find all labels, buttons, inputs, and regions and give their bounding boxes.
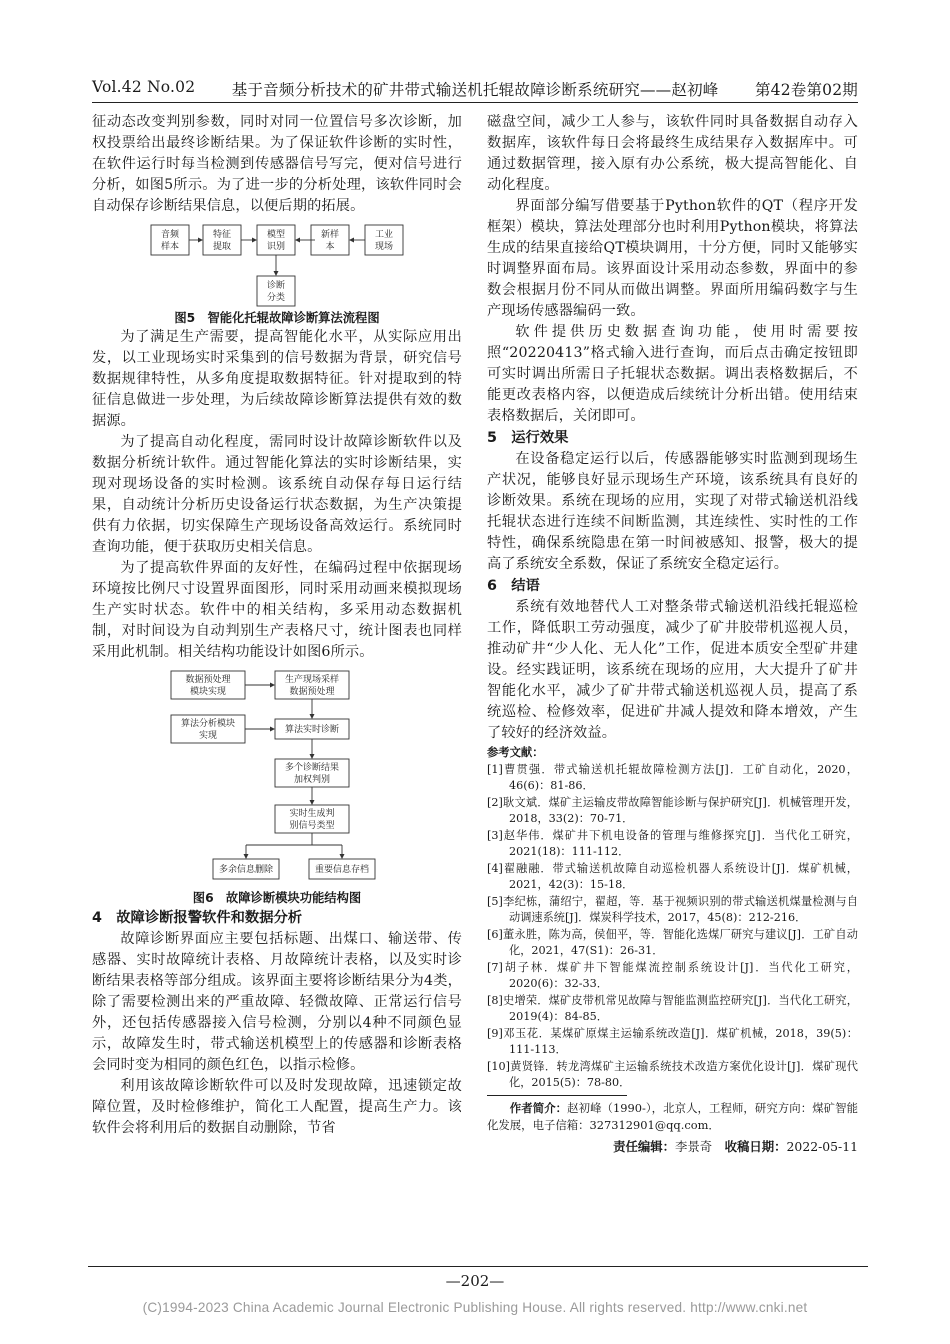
running-header bbox=[92, 78, 858, 100]
svg-text:模型: 模型 bbox=[266, 230, 286, 240]
fig6-box-realtime-diagnosis bbox=[275, 719, 349, 739]
svg-text:样本: 样本 bbox=[160, 242, 180, 252]
paragraph: 界面部分编写借要基于Python软件的QT（程序开发框架）模块，算法处理部分也时利用Python模块，将算法生成的结果直接给QT模块调用，十分方便，同时又能够实时调整界面布局。该界面设计采用动态参数，界面中的参数会根据月份不同从而做出调整。界面所用编码数字与生产现场传感器编码一致。 bbox=[487, 198, 858, 319]
fig6-box-field-sampling bbox=[275, 671, 349, 699]
paragraph: 系统有效地替代人工对整条带式输送机沿线托辊巡检工作，降低职工劳动强度，减少了矿井胶带机巡视人员，推动矿井“少人化、无人化”工作，促进本质安全型矿井建设。经实践证明，该系统在现场的应用，大大提升了矿井智能化水平，减少了矿井带式输送机巡视人员，提高了系统巡检、检修效率，促进矿井减人提效和降本增效，产生了较好的经济效益。 bbox=[487, 599, 858, 741]
references-list bbox=[487, 762, 858, 1091]
svg-text:数据预处理: 数据预处理 bbox=[185, 675, 231, 685]
editor-line bbox=[487, 1138, 858, 1156]
figure-5-flowchart bbox=[147, 221, 407, 309]
fig5-box-model-recognition bbox=[257, 225, 295, 255]
left-column bbox=[92, 112, 462, 1139]
paragraph: 磁盘空间，减少工人参与，该软件同时具备数据自动存入数据库，该软件每日会将最终生成结果存入数据库中。可通过数据管理，接入原有办公系统，极大提高智能化、自动化程度。 bbox=[487, 114, 858, 193]
reference-item: [8]史增荣．煤矿皮带机常见故障与智能监测监控研究[J]．当代化工研究，2019(4)：84-85． bbox=[487, 994, 858, 1023]
svg-text:算法实时诊断: 算法实时诊断 bbox=[284, 725, 340, 735]
copyright-notice: (C)1994-2023 China Academic Journal Electronic Publishing House. All rights reserved. http://www.cnki.net bbox=[142, 1300, 808, 1315]
svg-text:分类: 分类 bbox=[266, 293, 286, 303]
reference-item: [10]黄贤锋．转龙湾煤矿主运输系统技术改造方案优化设计[J]．煤矿现代化，2015(5)：78-80． bbox=[487, 1060, 858, 1089]
fig5-box-diagnosis-classification bbox=[257, 276, 295, 306]
svg-text:本: 本 bbox=[325, 242, 335, 252]
svg-text:别信号类型: 别信号类型 bbox=[289, 821, 335, 831]
figure-6-structure-diagram bbox=[167, 667, 387, 889]
header-issue: 第42卷第02期 bbox=[754, 81, 858, 99]
svg-text:特征: 特征 bbox=[212, 230, 232, 240]
author-rule bbox=[487, 1095, 627, 1096]
author-text: 赵初峰（1990-），北京人，工程师，研究方向：煤矿智能化发展，电子信箱：327312901@qq.com． bbox=[487, 1101, 858, 1132]
reference-item: [9]邓玉花．某煤矿原煤主运输系统改造[J]．煤矿机械，2018，39(5)：111-113． bbox=[487, 1027, 858, 1056]
header-title: 基于音频分析技术的矿井带式输送机托辊故障诊断系统研究——赵初峰 bbox=[231, 81, 719, 99]
paragraph: 软件提供历史数据查询功能，使用时需要按照“20220413”格式输入进行查询，而后点击确定按钮即可实时调出所需日子托辊状态数据。调出表格数据后，不能更改表格内容，以便造成后续统计分析出错。使用结束表格数据后，关闭即可。 bbox=[487, 324, 858, 424]
fig6-box-preprocessing-module bbox=[171, 671, 245, 699]
reference-item: [1]曹贯强．带式输送机托辊故障检测方法[J]．工矿自动化，2020，46(6)：81-86． bbox=[487, 763, 858, 792]
right-column bbox=[487, 112, 858, 1156]
svg-text:诊断: 诊断 bbox=[266, 281, 286, 291]
editor-label: 责任编辑： bbox=[613, 1139, 676, 1154]
fig5-box-industrial-site bbox=[365, 225, 403, 255]
svg-text:生产现场采样: 生产现场采样 bbox=[284, 675, 340, 685]
author-label: 作者简介： bbox=[509, 1101, 568, 1115]
svg-text:算法分析模块: 算法分析模块 bbox=[180, 719, 236, 729]
svg-text:音频: 音频 bbox=[160, 230, 180, 240]
fig5-box-new-sample bbox=[311, 225, 349, 255]
header-volume: Vol.42 No.02 bbox=[92, 78, 196, 96]
svg-text:模块实现: 模块实现 bbox=[189, 687, 227, 697]
section-heading: 6 结语 bbox=[487, 578, 540, 594]
reference-item: [2]耿文斌．煤矿主运输皮带故障智能诊断与保护研究[J]．机械管理开发，2018，33(2)：70-71． bbox=[487, 796, 858, 825]
reference-item: [6]董永胜，陈为高，侯佃平，等．智能化选煤厂研究与建议[J]．工矿自动化，2021，47(S1)：26-31． bbox=[487, 928, 858, 957]
svg-text:提取: 提取 bbox=[212, 242, 232, 252]
fig5-box-audio-sample bbox=[151, 225, 189, 255]
paragraph: 利用该故障诊断软件可以及时发现故障，迅速锁定故障位置，及时检修维护，简化工人配置，提高生产力。该软件会将利用后的数据自动删除，节省 bbox=[92, 1078, 462, 1136]
svg-text:实现: 实现 bbox=[198, 731, 218, 741]
svg-text:重要信息存档: 重要信息存档 bbox=[314, 865, 370, 875]
references-title: 参考文献： bbox=[487, 746, 544, 759]
figure-6-caption: 图6 故障诊断模块功能结构图 bbox=[192, 891, 362, 905]
reference-item: [4]翟融融．带式输送机故障自动巡检机器人系统设计[J]．煤矿机械，2021，42(3)：15-18． bbox=[487, 862, 858, 891]
paragraph: 在设备稳定运行以后，传感器能够实时监测到现场生产状况，能够良好显示现场生产环境，该系统具有良好的诊断效果。系统在现场的应用，实现了对带式输送机沿线托辊状态进行连续不间断监测，其连续性、实时性的工作特性，确保系统隐患在第一时间被感知、报警，极大的提高了系统安全系数，保证了系统安全稳定运行。 bbox=[487, 451, 858, 572]
svg-text:工业: 工业 bbox=[374, 230, 394, 240]
section-heading: 4 故障诊断报警软件和数据分析 bbox=[92, 910, 303, 926]
svg-text:实时生成判: 实时生成判 bbox=[289, 809, 335, 819]
fig6-box-signal-type bbox=[275, 805, 349, 833]
fig5-box-feature-extraction bbox=[203, 225, 241, 255]
fig6-box-weighted-judgement bbox=[275, 759, 349, 787]
author-bio bbox=[487, 1100, 858, 1134]
fig6-box-algorithm-module bbox=[171, 715, 245, 743]
section-heading: 5 运行效果 bbox=[487, 430, 569, 446]
fig6-box-delete-redundant bbox=[213, 859, 279, 879]
received-date: 2022-05-11 bbox=[786, 1139, 858, 1154]
svg-text:新样: 新样 bbox=[320, 230, 340, 240]
svg-text:现场: 现场 bbox=[374, 242, 394, 252]
fig6-box-archive-important bbox=[309, 859, 375, 879]
footer-rule bbox=[88, 1266, 868, 1267]
received-label: 收稿日期： bbox=[724, 1139, 787, 1154]
paragraph: 为了满足生产需要，提高智能化水平，从实际应用出发，以工业现场实时采集到的信号数据为背景，研究信号数据规律特性，从多角度提取数据特征。针对提取到的特征信息做进一步处理，为后续故障诊断算法提供有效的数据源。 bbox=[92, 329, 462, 429]
page-number: —202— bbox=[445, 1272, 505, 1290]
reference-item: [3]赵华伟．煤矿井下机电设备的管理与维修探究[J]．当代化工研究，2021(18)：111-112． bbox=[487, 829, 858, 858]
svg-text:多个诊断结果: 多个诊断结果 bbox=[284, 763, 340, 773]
reference-item: [5]李纪栋，蒲绍宁，翟超，等．基于视频识别的带式输送机煤量检测与自动调速系统[J]．煤炭科学技术，2017，45(8)：212-216． bbox=[487, 895, 858, 924]
paragraph: 为了提高自动化程度，需同时设计故障诊断软件以及数据分析统计软件。通过智能化算法的实时诊断结果，实现对现场设备的实时检测。该系统自动保存每日运行结果，自动统计分析历史设备运行状态数据，为生产决策提供有力依据，切实保障生产现场设备高效运行。系统同时查询功能，便于获取历史相关信息。 bbox=[92, 434, 462, 555]
header-rule bbox=[92, 102, 858, 103]
svg-text:多余信息删除: 多余信息删除 bbox=[218, 865, 274, 875]
reference-item: [7]胡子林．煤矿井下智能煤流控制系统设计[J]．当代化工研究，2020(6)：32-33． bbox=[487, 961, 858, 990]
paragraph: 征动态改变判别参数，同时对同一位置信号多次诊断，加权投票给出最终诊断结果。为了保证软件诊断的实时性，在软件运行时每当检测到传感器信号写完，便对信号进行分析，如图5所示。为了进一步的分析处理，该软件同时会自动保存诊断结果信息，以便后期的拓展。 bbox=[92, 114, 462, 214]
paragraph: 为了提高软件界面的友好性，在编码过程中依据现场环境按比例尺寸设置界面图形，同时采用动画来模拟现场生产实时状态。软件中的相关结构，多采用动态数据机制，对时间设为自动判别生产表格尺寸，统计图表也同样采用此机制。相关结构功能设计如图6所示。 bbox=[92, 560, 462, 660]
svg-text:加权判别: 加权判别 bbox=[293, 775, 331, 785]
figure-5-caption: 图5 智能化托辊故障诊断算法流程图 bbox=[174, 311, 380, 325]
svg-text:数据预处理: 数据预处理 bbox=[289, 687, 335, 697]
paragraph: 故障诊断界面应主要包括标题、出煤口、输送带、传感器、实时故障统计表格、月故障统计表格，以及实时诊断结果表格等部分组成。该界面主要将诊断结果分为4类，除了需要检测出来的严重故障、轻微故障、正常运行信号外，还包括传感器接入信号检测，分别以4种不同颜色显示，故障发生时，带式输送机模型上的传感器和诊断表格会同时变为相同的颜色红色，以指示检修。 bbox=[92, 931, 462, 1073]
svg-text:识别: 识别 bbox=[266, 242, 286, 252]
editor-name: 李景奇 bbox=[675, 1139, 713, 1154]
